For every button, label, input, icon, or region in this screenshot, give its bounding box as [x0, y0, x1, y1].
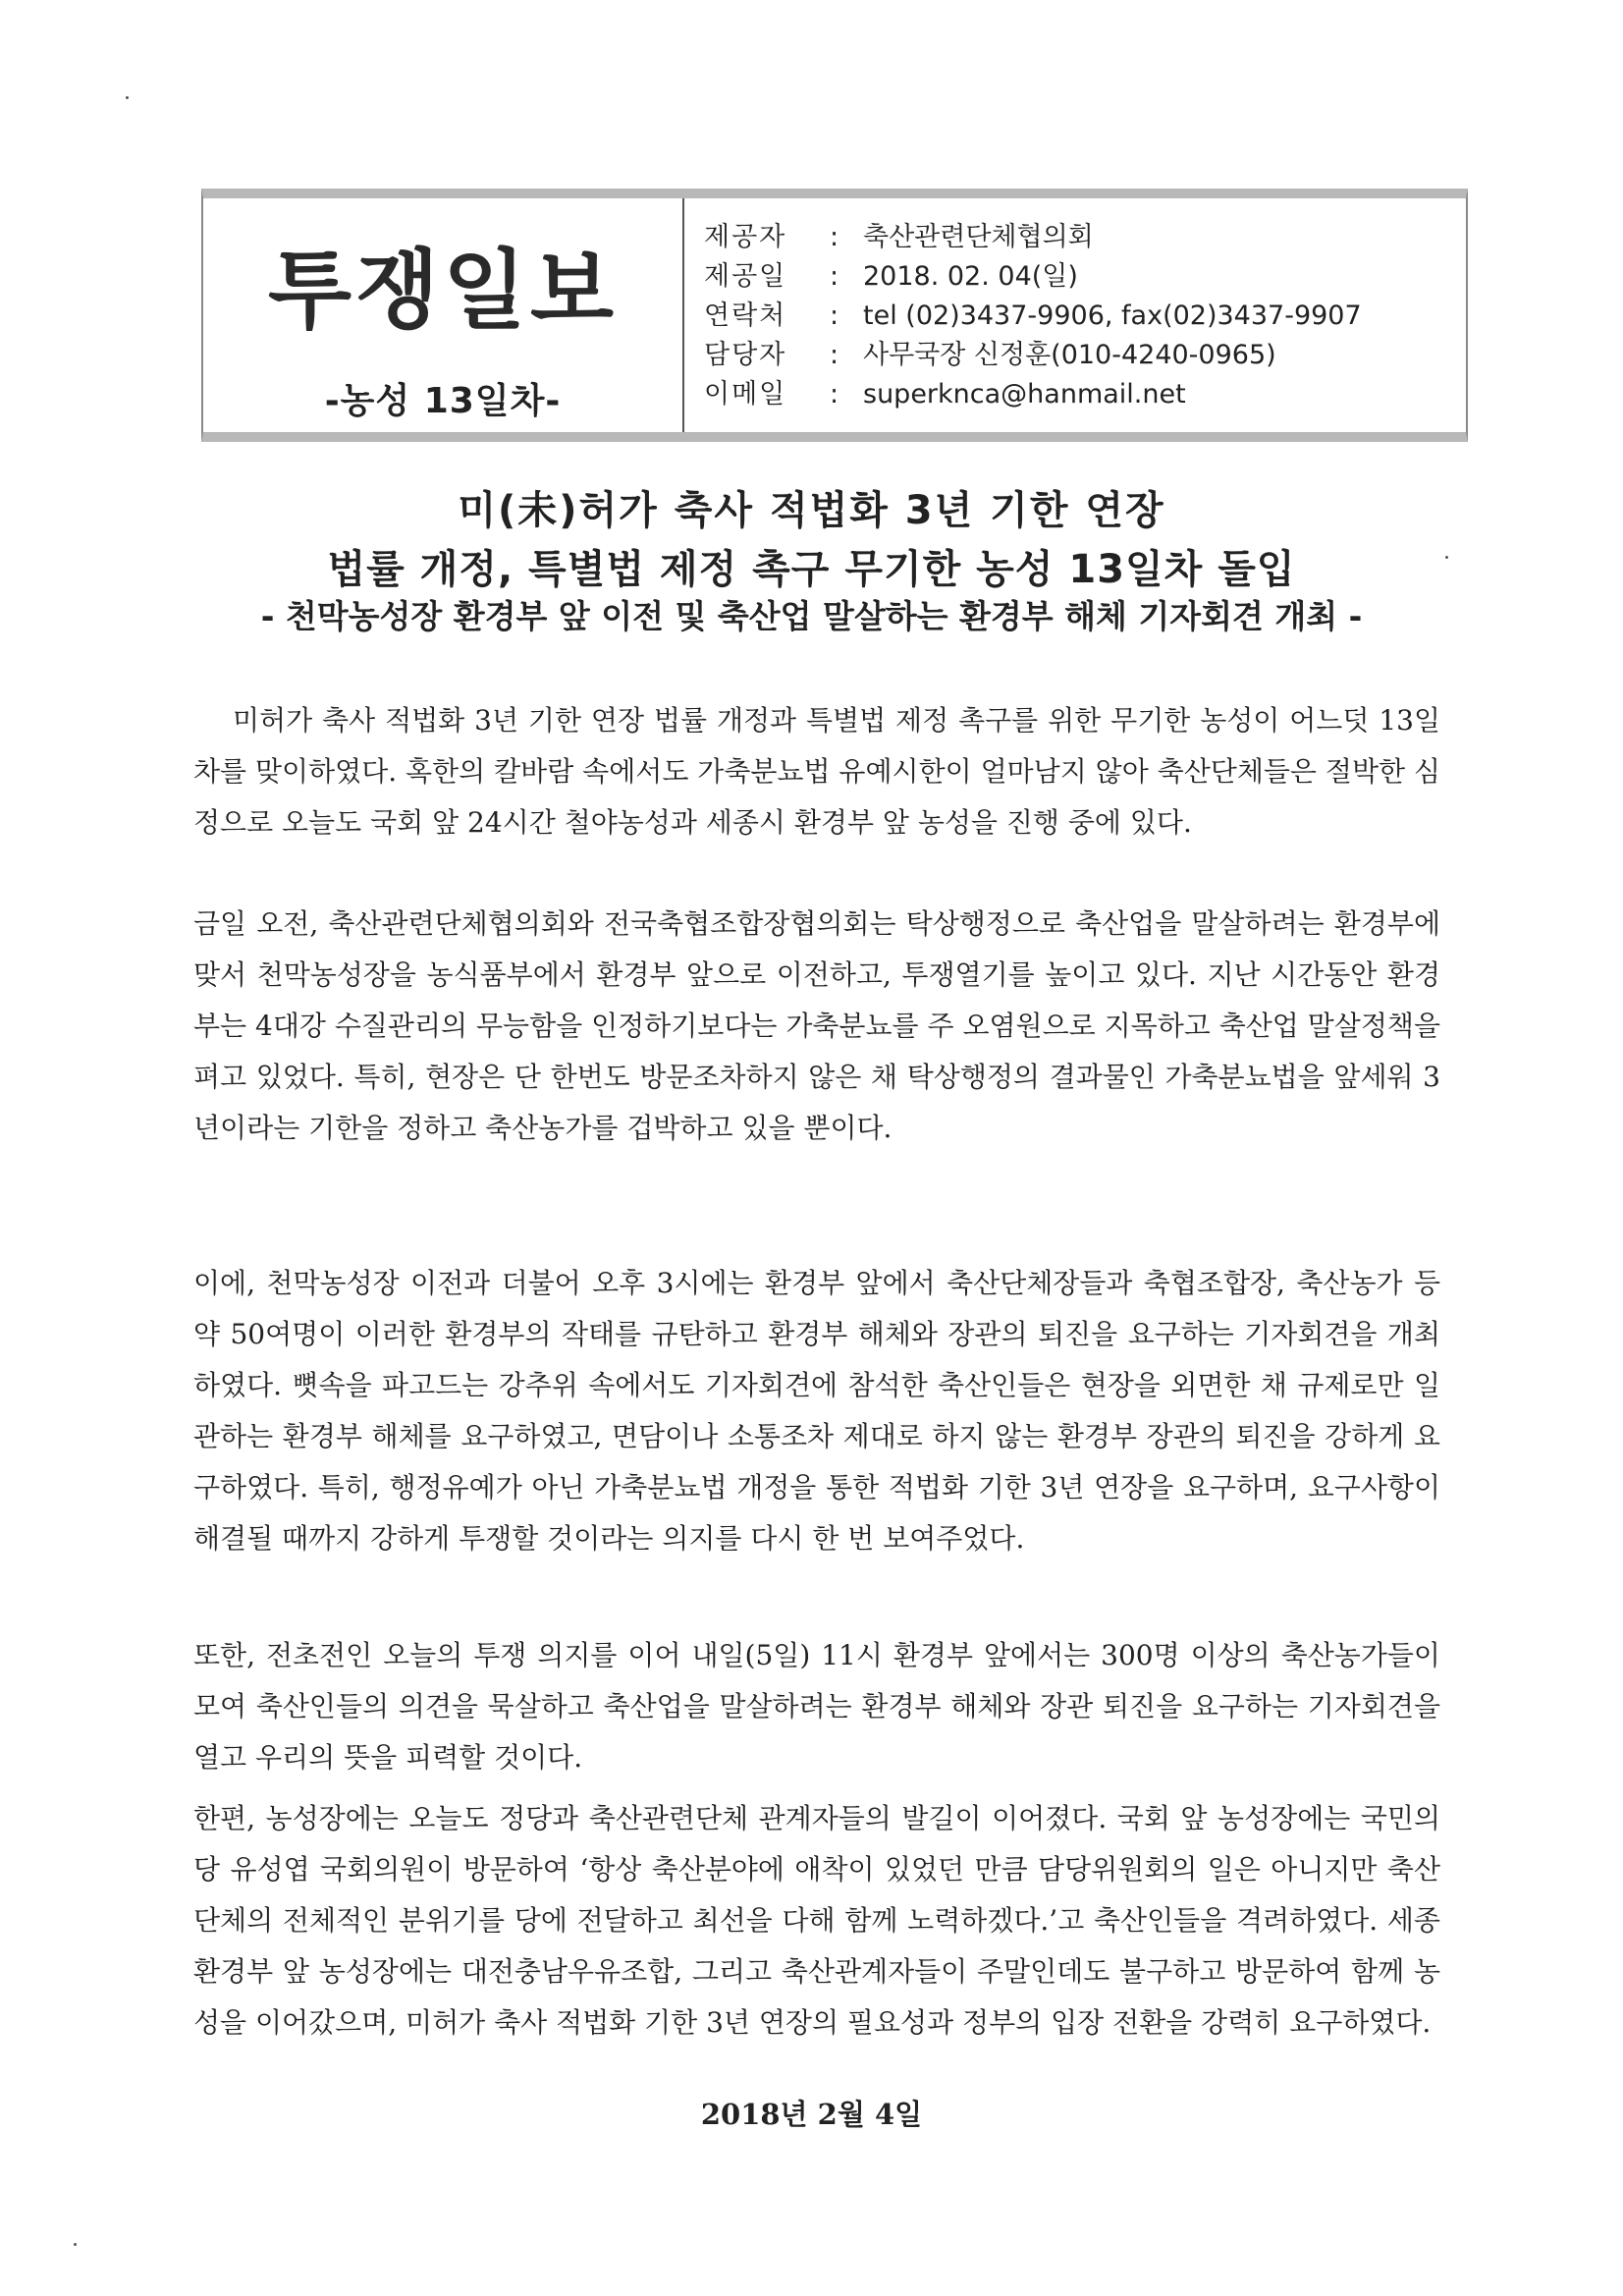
info-colon: :: [830, 301, 839, 331]
info-row-manager: [704, 336, 1466, 375]
header-info: [684, 198, 1466, 432]
brand-subtitle: -농성 13일차-: [324, 381, 562, 421]
body-paragraph-5: 한편, 농성장에는 오늘도 정당과 축산관련단체 관계자들의 발길이 이어졌다. 국회 앞 농성장에는 국민의당 유성엽 국회의원이 방문하여 ‘항상 축산분야에 애착이 있었던 만큼 담당위원회의 일은 아니지만 축산단체의 전체적인 분위기를 당에 전달하고 최선을 다해 함께 노력하겠다.’고 축산인들을 격려하였다. 세종 환경부 앞 농성장에는 대전충남우유조합, 그리고 축산관계자들이 주말인데도 불구하고 방문하여 함께 농성을 이어갔으며, 미허가 축사 적법화 기한 3년 연장의 필요성과 정부의 입장 전환을 강력히 요구하였다.: [193, 1802, 1440, 2039]
body-paragraph-1: 미허가 축사 적법화 3년 기한 연장 법률 개정과 특별법 제정 촉구를 위한 무기한 농성이 어느덧 13일차를 맞이하였다. 혹한의 칼바람 속에서도 가축분뇨법 유예시한이 얼마남지 않아 축산단체들은 절박한 심정으로 오늘도 국회 앞 24시간 철야농성과 세종시 환경부 앞 농성을 진행 중에 있다.: [193, 704, 1440, 839]
info-label: 제공일: [704, 261, 787, 292]
brand-title: 투쟁일보: [267, 240, 619, 341]
headline-second: 법률 개정, 특별법 제정 촉구 무기한 농성 13일차 돌입: [327, 547, 1296, 592]
info-label: 이메일: [704, 379, 787, 410]
body-paragraph-2: 금일 오전, 축산관련단체협의회와 전국축협조합장협의회는 탁상행정으로 축산업을 말살하려는 환경부에 맞서 천막농성장을 농식품부에서 환경부 앞으로 이전하고, 투쟁열기를 높이고 있다. 지난 시간동안 환경부는 4대강 수질관리의 무능함을 인정하기보다는 가축분뇨를 주 오염원으로 지목하고 축산업 말살정책을 펴고 있었다. 특히, 현장은 단 한번도 방문조차하지 않은 채 탁상행정의 결과물인 가축분뇨법을 앞세워 3년이라는 기한을 정하고 축산농가를 겁박하고 있을 뿐이다.: [193, 907, 1440, 1144]
info-row-provider: [704, 218, 1466, 257]
info-colon: :: [830, 261, 839, 292]
info-row-date: [704, 257, 1466, 297]
body-paragraph-4: 또한, 전초전인 오늘의 투쟁 의지를 이어 내일(5일) 11시 환경부 앞에서는 300명 이상의 축산농가들이 모여 축산인들의 의견을 묵살하고 축산업을 말살하려는 환경부 해체와 장관 퇴진을 요구하는 기자회견을 열고 우리의 뜻을 피력할 것이다.: [193, 1639, 1440, 1774]
header-brand: [203, 198, 684, 432]
info-value: superkncа@hanmail.net: [863, 379, 1186, 410]
scan-speck: [126, 96, 129, 99]
info-colon: :: [830, 340, 839, 370]
info-colon: :: [830, 379, 839, 410]
info-row-contact: [704, 297, 1466, 336]
body-paragraph-3: 이에, 천막농성장 이전과 더불어 오후 3시에는 환경부 앞에서 축산단체장들과 축협조합장, 축산농가 등 약 50여명이 이러한 환경부의 작태를 규탄하고 환경부 해체와 장관의 퇴진을 요구하는 기자회견을 개최하였다. 뼛속을 파고드는 강추위 속에서도 기자회견에 참석한 축산인들은 현장을 외면한 채 규제로만 일관하는 환경부 해체를 요구하였고, 면담이나 소통조차 제대로 하지 않는 환경부 장관의 퇴진을 강하게 요구하였다. 특히, 행정유예가 아닌 가축분뇨법 개정을 통한 적법화 기한 3년 연장을 요구하며, 요구사항이 해결될 때까지 강하게 투쟁할 것이라는 의지를 다시 한 번 보여주었다.: [193, 1267, 1440, 1555]
headline-main: 미(未)허가 축사 적법화 3년 기한 연장: [458, 488, 1165, 533]
info-value: tel (02)3437-9906, fax(02)3437-9907: [863, 301, 1362, 331]
info-value: 2018. 02. 04(일): [863, 261, 1078, 292]
headline-subtitle: - 천막농성장 환경부 앞 이전 및 축산업 말살하는 환경부 해체 기자회견 개최 -: [260, 597, 1363, 635]
scan-speck: [74, 2243, 77, 2246]
info-row-email: [704, 375, 1466, 414]
info-value: 사무국장 신정훈(010-4240-0965): [863, 340, 1276, 370]
info-colon: :: [830, 222, 839, 252]
info-value: 축산관련단체협의회: [863, 222, 1094, 252]
info-label: 연락처: [704, 301, 787, 331]
header-box: [201, 189, 1468, 442]
info-label: 제공자: [704, 222, 787, 252]
info-label: 담당자: [704, 340, 787, 370]
document-date: 2018년 2월 4일: [700, 2098, 923, 2131]
